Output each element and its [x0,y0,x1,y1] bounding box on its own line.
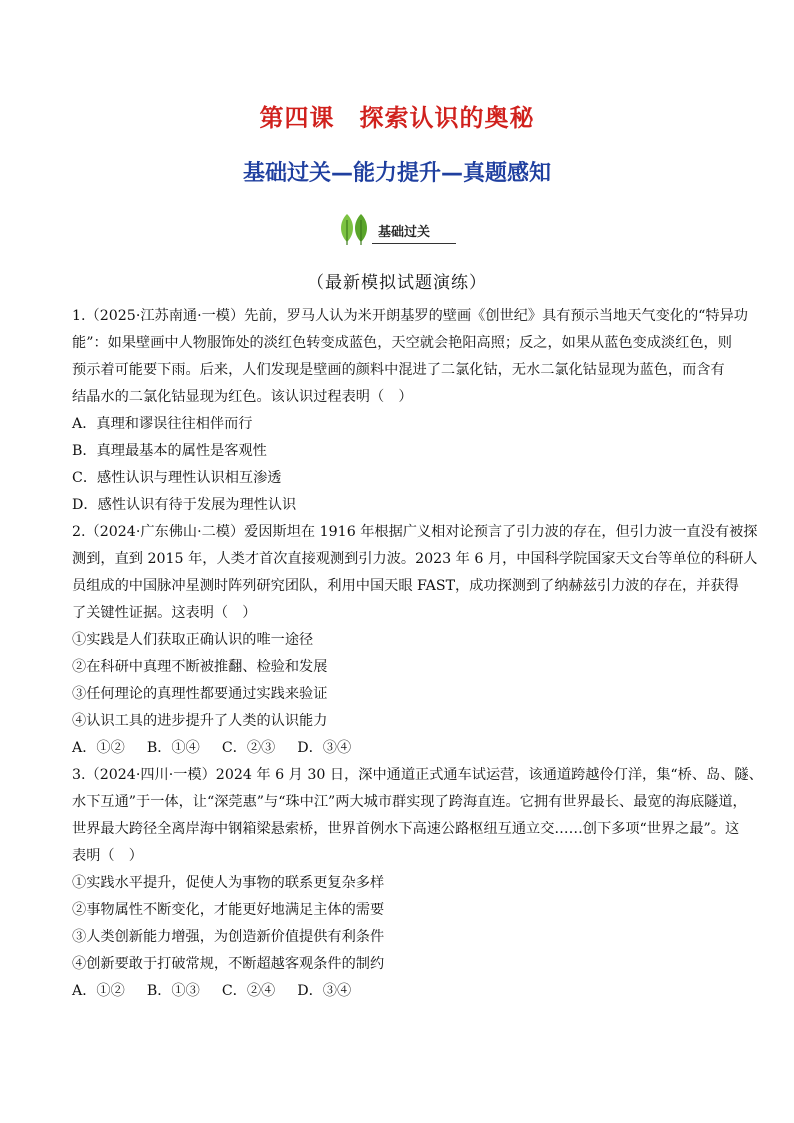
question-stem-line: 结晶水的二氯化钴显现为红色。该认识过程表明（ ） [72,389,413,405]
question-2 [72,519,758,762]
question-stem-line: 世界最大跨径全离岸海中钢箱梁悬索桥，世界首例水下高速公路枢纽互通立交……创下多项“世界之最”。这 [72,821,740,837]
answer-choice-a: A．①② [72,983,125,999]
question-3 [72,762,763,1005]
question-1 [72,303,748,519]
statement-3: ③任何理论的真理性都要通过实践来验证 [72,686,328,702]
question-stem-line: 1.（2025·江苏南通·一模）先前，罗马人认为米开朗基罗的壁画《创世纪》具有预示当地天气变化的“特异功 [72,308,748,324]
answer-choice-c: C．②④ [221,983,276,999]
answer-choice-d: D．③④ [297,740,352,756]
option-d: D．感性认识有待于发展为理性认识 [72,497,297,513]
question-stem-line: 测到，直到 2015 年，人类才首次直接观测到引力波。2023 年 6 月，中国科学院国家天文台等单位的科研人 [72,551,758,567]
statement-4: ④创新要敢于打破常规，不断超越客观条件的制约 [72,956,385,972]
page-subtitle: 基础过关—能力提升—真题感知 [242,161,551,186]
answer-choice-b: B．①④ [146,740,200,756]
statement-1: ①实践水平提升，促使人为事物的联系更复杂多样 [72,875,385,891]
statement-2: ②事物属性不断变化，才能更好地满足主体的需要 [72,902,385,918]
question-stem-line: 3.（2024·四川·一模）2024 年 6 月 30 日，深中通道正式通车试运营，该通道跨越伶仃洋，集“桥、岛、隧、 [72,767,763,783]
banner-underline [372,243,456,244]
answer-choice-d: D．③④ [297,983,352,999]
option-c: C．感性认识与理性认识相互渗透 [72,470,282,486]
banner-label: 基础过关 [378,225,431,240]
section-banner [336,212,456,246]
statement-2: ②在科研中真理不断被推翻、检验和发展 [72,659,328,675]
statement-4: ④认识工具的进步提升了人类的认识能力 [72,713,328,729]
statement-1: ①实践是人们获取正确认识的唯一途径 [72,632,314,648]
answer-choices [72,978,724,1005]
statement-3: ③人类创新能力增强，为创造新价值提供有利条件 [72,929,385,945]
question-stem-line: 2.（2024·广东佛山·二模）爱因斯坦在 1916 年根据广义相对论预言了引力波的存在，但引力波一直没有被探 [72,524,758,540]
answer-choice-a: A．①② [72,740,125,756]
question-stem-line: 表明（ ） [72,848,143,864]
option-a: A．真理和谬误往往相伴而行 [72,416,253,432]
question-stem-line: 能”：如果壁画中人物服饰处的淡红色转变成蓝色，天空就会艳阳高照；反之，如果从蓝色变成淡红色，则 [72,335,732,351]
section-note: （最新模拟试题演练） [307,273,487,293]
leaf-icon [336,212,376,246]
answer-choice-c: C．②③ [221,740,276,756]
question-list [72,303,763,1005]
question-stem-line: 了关键性证据。这表明（ ） [72,605,257,621]
page-title: 第四课 探索认识的奥秘 [259,104,535,132]
answer-choice-b: B．①③ [146,983,200,999]
question-stem-line: 预示着可能要下雨。后来，人们发现是壁画的颜料中混进了二氯化钴，无水二氯化钴显现为蓝色，而含有 [72,362,725,378]
question-stem-line: 员组成的中国脉冲星测时阵列研究团队，利用中国天眼 FAST，成功探测到了纳赫兹引力波的存在，并获得 [72,578,739,594]
question-stem-line: 水下互通”于一体，让“深莞惠”与“珠中江”两大城市群实现了跨海直连。它拥有世界最长、最宽的海底隧道， [72,794,747,810]
option-b: B．真理最基本的属性是客观性 [72,443,267,459]
answer-choices [72,735,724,762]
